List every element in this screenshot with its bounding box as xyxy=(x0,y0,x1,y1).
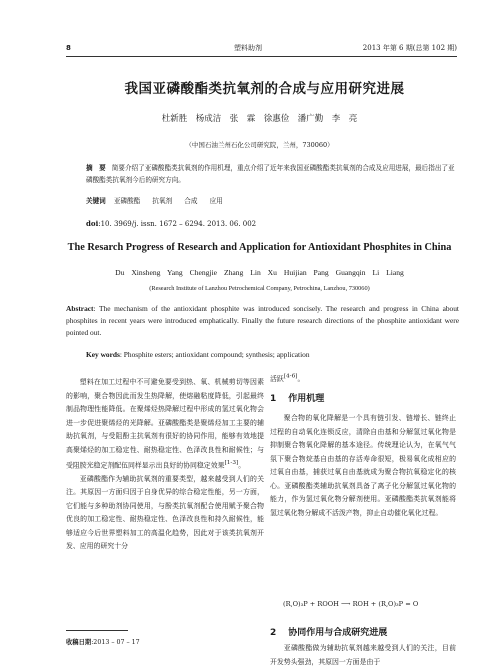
abstract-chinese xyxy=(86,162,455,186)
abstract-chinese-label: 摘 要 xyxy=(86,164,106,172)
body-paragraph-end: 。 xyxy=(238,461,246,470)
abstract-english-label: Abstract xyxy=(66,304,94,313)
authors-english: Du Xinsheng Yang Chengjie Zhang Lin Xu Huijian Pang Guangqin Li Liang xyxy=(115,268,404,277)
keyword-chinese: 亚磷酸酯 xyxy=(113,197,141,205)
keywords-english-text: : Phosphite esters; antioxidant compound; synthesis; application xyxy=(119,350,310,359)
abstract-english-text: : The mechanism of the antioxidant phosphite was introduced soncisely. The research and progress in China about phosphites in recent years were introduced emphatically. Finally the future research directions of the phosphite antioxidant were pointed out. xyxy=(66,304,459,337)
title-english: The Resarch Progress of Research and Application for Antioxidant Phosphites in China xyxy=(67,242,452,253)
body-right-column-text xyxy=(270,642,456,669)
body-paragraph: 亚磷酸酯作为辅助抗氧剂的重要类型，越来越受到人们的关注。其原因一方面归因于自身优异的综合稳定性能，另一方面，它们能与多种助剂协同使用，与酚类抗氧剂配合使用赋予聚合物优良的加工稳定性、耐热稳定性、色泽改良性和持久耐候性，能够适应今后世界塑料加工的高温化趋势，因此对于该类抗氧剂开发、应用的研究十分 xyxy=(66,474,264,551)
keyword-chinese: 合成 xyxy=(184,197,198,205)
section-title: 协同作用与合成研究进展 xyxy=(288,628,388,638)
section-title: 作用机理 xyxy=(288,394,325,404)
footnote-rule xyxy=(66,630,128,631)
carryover-text: 活跃 xyxy=(270,375,284,383)
section-heading-2 xyxy=(270,625,387,638)
footnote-received-date xyxy=(66,637,140,646)
body-left-column xyxy=(66,376,264,554)
keyword-chinese: 应用 xyxy=(209,197,223,205)
keywords-english xyxy=(86,350,459,359)
header-journal-name: 塑料助剂 xyxy=(234,44,262,52)
header-issue: 2013 年第 6 期(总第 102 期) xyxy=(362,44,457,52)
title-chinese: 我国亚磷酸酯类抗氧剂的合成与应用研究进展 xyxy=(124,81,405,97)
keywords-chinese-label: 关键词 xyxy=(86,197,106,205)
header-page-number: 8 xyxy=(66,44,71,52)
body-paragraph: 亚磷酸酯做为辅助抗氧剂越来越受到人们的关注，目前开发势头强劲，其原因一方面是由于 xyxy=(270,644,456,666)
body-paragraph-text: 塑料在加工过程中不可避免要受到热、氧、机械剪切等因素的影响，聚合物因此而发生热降解，使熔融粘度降低，引起最终制品物理性能降低。在聚烯烃热降解过程中形成的氢过氧化物会进一步促进聚烯烃的光降解。亚磷酸酯类是聚烯烃加工主要的辅助抗氧剂，与受阻酚主抗氧剂有很好的协同作用，能够有效地提高聚烯烃的加工稳定性、耐热稳定性、色泽改良性和耐候性；与受阻胺光稳定剂配伍同样显示出良好的协同稳定效果 xyxy=(66,378,264,470)
citation: [1-3] xyxy=(224,460,239,466)
section-number: 2 xyxy=(270,628,277,638)
right-column-carryover xyxy=(270,373,304,383)
doi-line xyxy=(86,219,256,228)
footnote-label: 收稿日期 xyxy=(66,639,92,646)
body-paragraph xyxy=(66,376,264,473)
doi-value: :10. 3969/j. issn. 1672 – 6294. 2013. 06. 002 xyxy=(98,220,257,228)
body-right-column-text xyxy=(270,412,456,520)
section-heading-1 xyxy=(270,391,324,404)
affiliation-chinese: （中国石油兰州石化公司研究院，兰州，730060） xyxy=(185,141,334,149)
body-paragraph: 聚合物的氧化降解是一个具有链引发、链增长、链终止过程的自动氧化连锁反应，清除自由基和分解氢过氧化物是抑制聚合物氧化降解的基本途径。传统理论认为，在氧气气氛下聚合物烷基自由基的存活寿命很短，极易氧化成相应的过氧自由基，捕获过氧自由基就成为聚合物抗氧稳定化的核心。亚磷酸酯类辅助抗氧剂具备了离子化分解氢过氧化物的能力，作为氢过氧化物分解剂使用。亚磷酸酯类抗氧剂能将氢过氧化物分解成不活泼产物，抑止自动催化氧化过程。 xyxy=(270,414,456,517)
affiliation-english: (Research Institute of Lanzhou Petrochemical Company, Petrochina, Lanzhou, 730060) xyxy=(149,285,370,292)
authors-chinese: 杜新胜 杨成洁 张 霖 徐惠俭 潘广勤 李 亮 xyxy=(161,114,358,124)
doi-label: doi xyxy=(86,219,99,228)
section-number: 1 xyxy=(270,394,277,404)
citation: [4-6] xyxy=(283,373,298,380)
keywords-chinese xyxy=(86,195,233,205)
abstract-english xyxy=(66,303,459,339)
carryover-end: 。 xyxy=(297,375,305,383)
footnote-text: :2013 – 07 – 17 xyxy=(91,639,140,646)
keyword-chinese: 抗氧剂 xyxy=(152,197,173,205)
abstract-chinese-text: 简要介绍了亚磷酸酯类抗氧剂的作用机理，重点介绍了近年来我国亚磷酸酯类抗氧剂的合成及应用进展，最后指出了亚磷酸酯类抗氧剂今后的研究方向。 xyxy=(86,164,455,184)
chemical-equation: (R,O)₃P + ROOH ⟶ ROH + (R,O)₃P = O xyxy=(283,600,419,608)
header-rule xyxy=(66,56,457,57)
keywords-english-label: Key words xyxy=(86,350,120,359)
